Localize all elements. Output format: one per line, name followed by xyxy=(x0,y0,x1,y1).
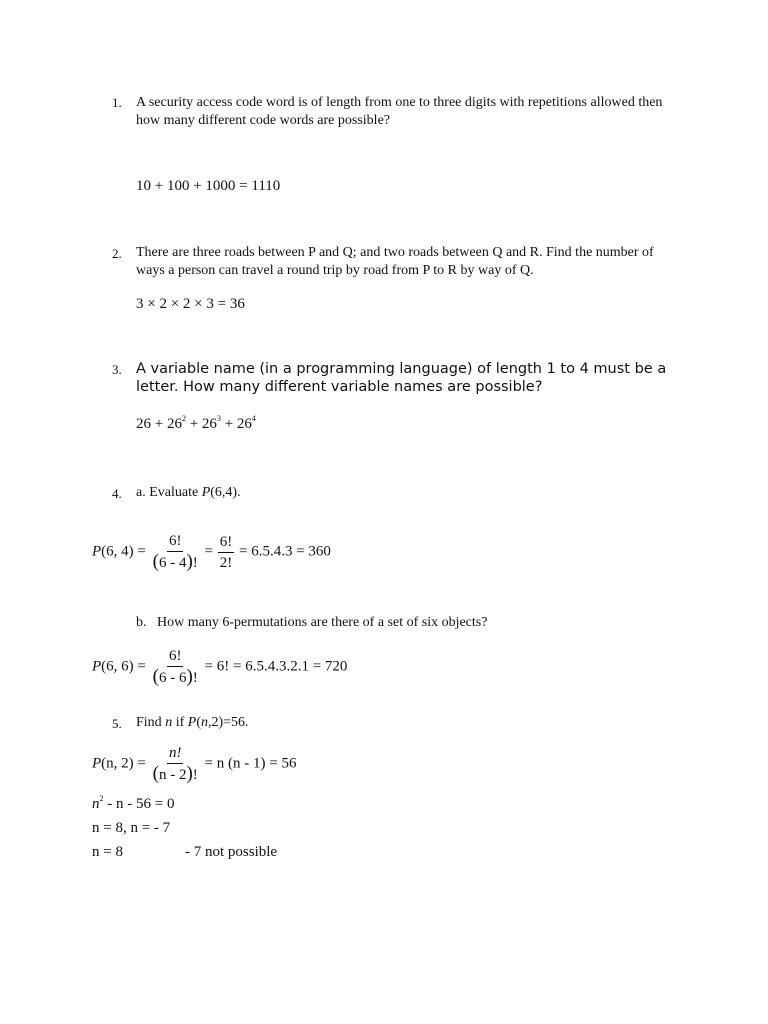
den-end: ! xyxy=(192,767,198,783)
fraction-numerator: 6! xyxy=(167,648,184,667)
formula-4b-tail: = 6! = 6.5.4.3.2.1 = 720 xyxy=(204,658,348,675)
fraction-denominator xyxy=(151,667,200,686)
formula-5-tail: = n (n - 1) = 56 xyxy=(204,755,297,772)
formula-5-step-1 xyxy=(92,796,174,813)
den-inner: 6 - 4 xyxy=(158,555,187,571)
formula-4a-args: (6, 4) xyxy=(101,543,134,560)
question-4-part-a xyxy=(136,484,241,502)
answer-3-term-1: 26 + 26 xyxy=(136,416,182,432)
answer-1: 10 + 100 + 1000 = 1110 xyxy=(136,178,281,194)
paren-open: ( xyxy=(152,763,159,784)
prompt-n-2: n xyxy=(200,715,208,730)
formula-5 xyxy=(92,745,296,783)
prompt-n: n xyxy=(165,715,173,730)
answer-3-term-2: + 26 xyxy=(185,416,217,432)
formula-4b-fraction xyxy=(151,648,200,686)
question-4-number: 4. xyxy=(112,486,122,501)
fraction-1-numerator: 6! xyxy=(167,533,184,552)
question-5-number: 5. xyxy=(112,716,122,731)
fraction-1-denominator xyxy=(151,552,200,571)
prompt-if: if xyxy=(172,715,188,730)
formula-4a-fraction-2 xyxy=(218,534,235,571)
fraction-2-denominator: 2! xyxy=(219,554,233,571)
den-end: ! xyxy=(192,670,198,686)
question-2-line-1: There are three roads between P and Q; and two roads between Q and R. Find the number of xyxy=(136,245,654,260)
formula-5-args: (n, 2) xyxy=(101,755,134,772)
formula-5-eq: = xyxy=(137,755,146,772)
formula-4b xyxy=(92,648,347,686)
prompt-rest: ,2)=56. xyxy=(207,715,249,730)
question-3-line-2: letter. How many different variable names are possible? xyxy=(136,379,543,395)
paren-close: ) xyxy=(186,763,193,784)
question-2-number: 2. xyxy=(112,246,122,261)
step-1-rest: - n - 56 = 0 xyxy=(103,796,175,812)
formula-5-step-3-left: n = 8 xyxy=(92,844,123,860)
question-1-text xyxy=(136,94,662,130)
question-1-number: 1. xyxy=(112,95,122,110)
formula-4b-args: (6, 6) xyxy=(101,658,134,675)
question-1-line-1: A security access code word is of length from one to three digits with repetitions allowed then xyxy=(136,95,663,110)
den-inner: 6 - 6 xyxy=(158,670,187,686)
part-b-label: b. xyxy=(136,615,147,630)
formula-5-step-3-right: - 7 not possible xyxy=(185,844,278,860)
fraction-2-numerator: 6! xyxy=(218,534,235,553)
step-1-n: n xyxy=(92,796,100,812)
answer-3 xyxy=(136,416,256,433)
answer-2: 3 × 2 × 2 × 3 = 36 xyxy=(136,296,245,312)
paren-close: ) xyxy=(186,666,193,687)
question-2-line-2: ways a person can travel a round trip by road from P to R by way of Q. xyxy=(136,263,534,278)
question-3-text xyxy=(136,360,666,396)
question-4-part-b xyxy=(136,614,487,632)
question-3-line-1: A variable name (in a programming language) of length 1 to 4 must be a xyxy=(136,361,667,377)
den-end: ! xyxy=(192,555,198,571)
fraction-numerator: n! xyxy=(167,745,184,764)
part-a-prefix: a. Evaluate xyxy=(136,485,202,500)
formula-4a-tail: = 6.5.4.3 = 360 xyxy=(239,543,331,560)
prompt-args: ( xyxy=(196,715,201,730)
answer-3-term-3: + 26 xyxy=(220,416,252,432)
formula-4a-p: P xyxy=(92,543,102,560)
paren-open: ( xyxy=(152,666,159,687)
question-5-prompt xyxy=(136,714,249,732)
paren-open: ( xyxy=(152,551,159,572)
step-1-exp: 2 xyxy=(99,794,104,803)
formula-4a-fraction-1 xyxy=(151,533,200,571)
formula-5-fraction xyxy=(151,745,200,783)
question-3-number: 3. xyxy=(112,362,122,377)
formula-5-p: P xyxy=(92,755,102,772)
formula-4a xyxy=(92,533,331,571)
part-b-text: How many 6-permutations are there of a set of six objects? xyxy=(157,615,488,630)
formula-4a-eq-2: = xyxy=(204,543,214,560)
part-a-function: P xyxy=(201,485,211,500)
formula-4b-p: P xyxy=(92,658,102,675)
question-2-text xyxy=(136,244,654,280)
prompt-p: P xyxy=(187,715,197,730)
fraction-denominator xyxy=(151,764,200,783)
question-1-line-2: how many different code words are possible? xyxy=(136,113,390,128)
prompt-find: Find xyxy=(136,715,166,730)
part-a-args: (6,4). xyxy=(210,485,241,500)
answer-3-exp-3: 4 xyxy=(251,414,256,423)
answer-3-exp-1: 2 xyxy=(181,414,186,423)
answer-3-exp-2: 3 xyxy=(216,414,221,423)
den-inner: n - 2 xyxy=(158,767,187,783)
paren-close: ) xyxy=(186,551,193,572)
formula-4b-eq: = xyxy=(137,658,146,675)
formula-5-step-2: n = 8, n = - 7 xyxy=(92,820,171,836)
formula-4a-eq-1: = xyxy=(137,543,146,560)
